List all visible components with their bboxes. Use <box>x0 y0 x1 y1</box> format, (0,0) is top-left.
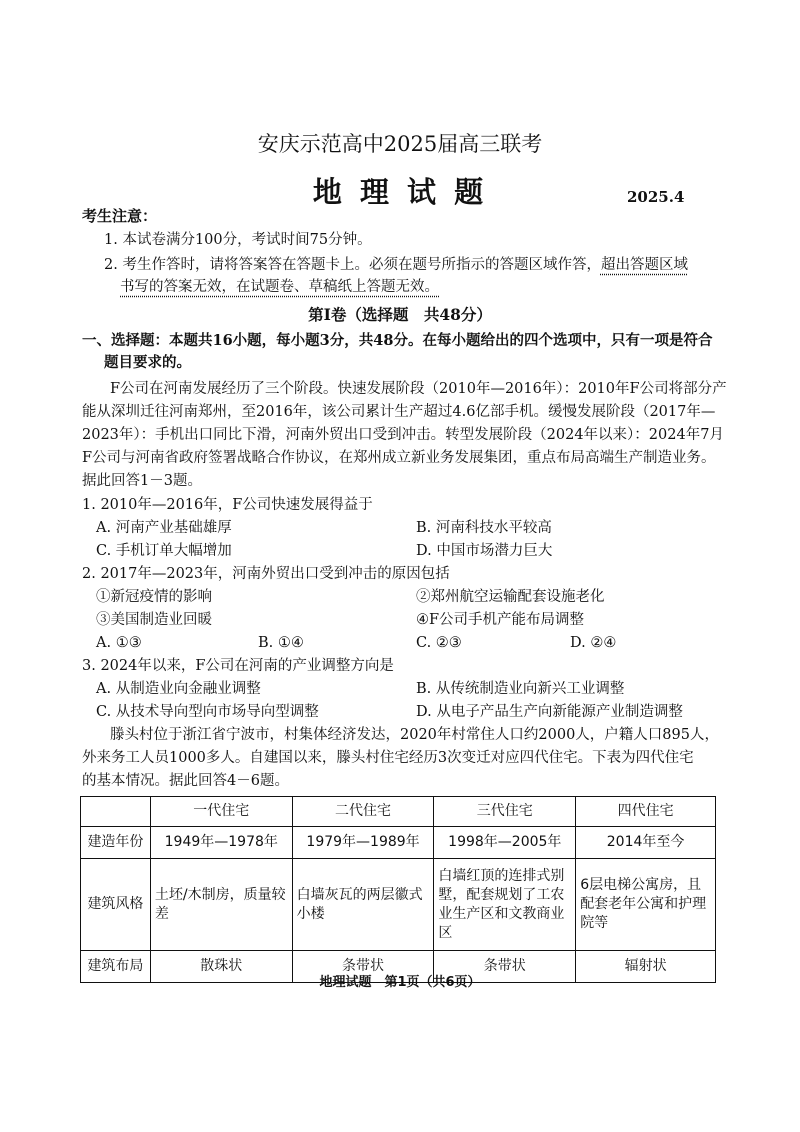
table-row <box>81 827 716 859</box>
table-cell: 6层电梯公寓房，且配套老年公寓和护理院等 <box>576 859 716 951</box>
q3-option-c: C. 从技术导向型向市场导向型调整 <box>96 704 319 720</box>
table-header-cell <box>81 797 151 827</box>
q2-option-d: D. ②④ <box>570 635 617 651</box>
table-header-cell: 一代住宅 <box>150 797 292 827</box>
table-cell: 土坯/木制房，质量较差 <box>150 859 292 951</box>
q3-option-a: A. 从制造业向金融业调整 <box>96 681 261 697</box>
table-cell: 1949年—1978年 <box>150 827 292 859</box>
exam-date: 2025.4 <box>627 188 685 206</box>
q2-statement-1: ①新冠疫情的影响 <box>96 589 212 605</box>
notice-item-1: 1. 本试卷满分100分，考试时间75分钟。 <box>104 232 372 248</box>
section-intro-line-1: 一、选择题：本题共16小题，每小题3分，共48分。在每小题给出的四个选项中，只有一项是符合 <box>82 332 713 349</box>
page-footer: 地理试题 第1页（共6页） <box>319 975 481 990</box>
section-intro-line-2: 题目要求的。 <box>104 354 191 371</box>
housing-table <box>80 796 716 983</box>
q2-option-b: B. ①④ <box>258 635 304 651</box>
q1-stem: 1. 2010年—2016年，F公司快速发展得益于 <box>82 497 373 513</box>
table-cell: 建筑风格 <box>81 859 151 951</box>
table-cell: 条带状 <box>434 951 576 983</box>
passage-1-line-3: 2023年）：手机出口同比下滑，河南外贸出口受到冲击。转型发展阶段（2024年以来）：2024年7月 <box>82 427 724 443</box>
q1-option-b: B. 河南科技水平较高 <box>416 520 552 536</box>
passage-2-line-2: 外来务工人员1000多人。自建国以来，滕头村住宅经历3次变迁对应四代住宅。下表为四代住宅 <box>82 750 694 766</box>
table-cell: 2014年至今 <box>576 827 716 859</box>
notice-item-2-emphasis: 超出答题区域 <box>600 257 688 273</box>
notice-item-2-text: 2. 考生作答时，请将答案答在答题卡上。必须在题号所指示的答题区域作答， <box>104 257 601 273</box>
table-cell: 条带状 <box>292 951 434 983</box>
q2-statement-3: ③美国制造业回暖 <box>96 612 212 628</box>
notice-item-2-line-1 <box>104 256 688 274</box>
notice-heading: 考生注意： <box>82 207 158 225</box>
subject-title: 地 理 试 题 <box>312 175 488 209</box>
table-cell: 辐射状 <box>576 951 716 983</box>
q2-option-a: A. ①③ <box>96 635 142 651</box>
table-header-cell: 二代住宅 <box>292 797 434 827</box>
section-title: 第Ⅰ卷（选择题 共48分） <box>308 305 492 324</box>
passage-1-line-2: 能从深圳迁往河南郑州，至2016年，该公司累计生产超过4.6亿部手机。缓慢发展阶段（2017年— <box>82 404 716 420</box>
table-cell: 白墙灰瓦的两层徽式小楼 <box>292 859 434 951</box>
table-header-cell: 四代住宅 <box>576 797 716 827</box>
passage-1-line-1: F公司在河南发展经历了三个阶段。快速发展阶段（2010年—2016年）：2010年F公司将部分产 <box>110 381 727 397</box>
table-row <box>81 859 716 951</box>
table-cell: 1998年—2005年 <box>434 827 576 859</box>
q2-option-c: C. ②③ <box>416 635 462 651</box>
table-cell: 建筑布局 <box>81 951 151 983</box>
q1-option-d: D. 中国市场潜力巨大 <box>416 543 553 559</box>
table-cell: 建造年份 <box>81 827 151 859</box>
q2-statement-2: ②郑州航空运输配套设施老化 <box>416 589 605 605</box>
table-header-cell: 三代住宅 <box>434 797 576 827</box>
exam-title: 安庆示范高中2025届高三联考 <box>257 132 543 156</box>
q2-stem: 2. 2017年—2023年，河南外贸出口受到冲击的原因包括 <box>82 566 450 582</box>
notice-item-2-line-2: 书写的答案无效，在试题卷、草稿纸上答题无效。 <box>120 279 439 295</box>
passage-1-line-4: F公司与河南省政府签署战略合作协议，在郑州成立新业务发展集团，重点布局高端生产制造业务。 <box>82 450 716 466</box>
q1-option-a: A. 河南产业基础雄厚 <box>96 520 232 536</box>
table-cell: 白墙红顶的连排式别墅，配套规划了工农业生产区和文教商业区 <box>434 859 576 951</box>
passage-2-line-3: 的基本情况。据此回答4－6题。 <box>82 773 289 789</box>
q3-stem: 3. 2024年以来，F公司在河南的产业调整方向是 <box>82 658 394 674</box>
table-cell: 散珠状 <box>150 951 292 983</box>
q3-option-d: D. 从电子产品生产向新能源产业制造调整 <box>416 704 683 720</box>
table-header-row <box>81 797 716 827</box>
q1-option-c: C. 手机订单大幅增加 <box>96 543 232 559</box>
table-cell: 1979年—1989年 <box>292 827 434 859</box>
passage-2-line-1: 滕头村位于浙江省宁波市，村集体经济发达，2020年村常住人口约2000人，户籍人口895人， <box>110 727 719 743</box>
q2-statement-4: ④F公司手机产能布局调整 <box>416 612 585 628</box>
q3-option-b: B. 从传统制造业向新兴工业调整 <box>416 681 625 697</box>
passage-1-line-5: 据此回答1－3题。 <box>82 473 202 489</box>
